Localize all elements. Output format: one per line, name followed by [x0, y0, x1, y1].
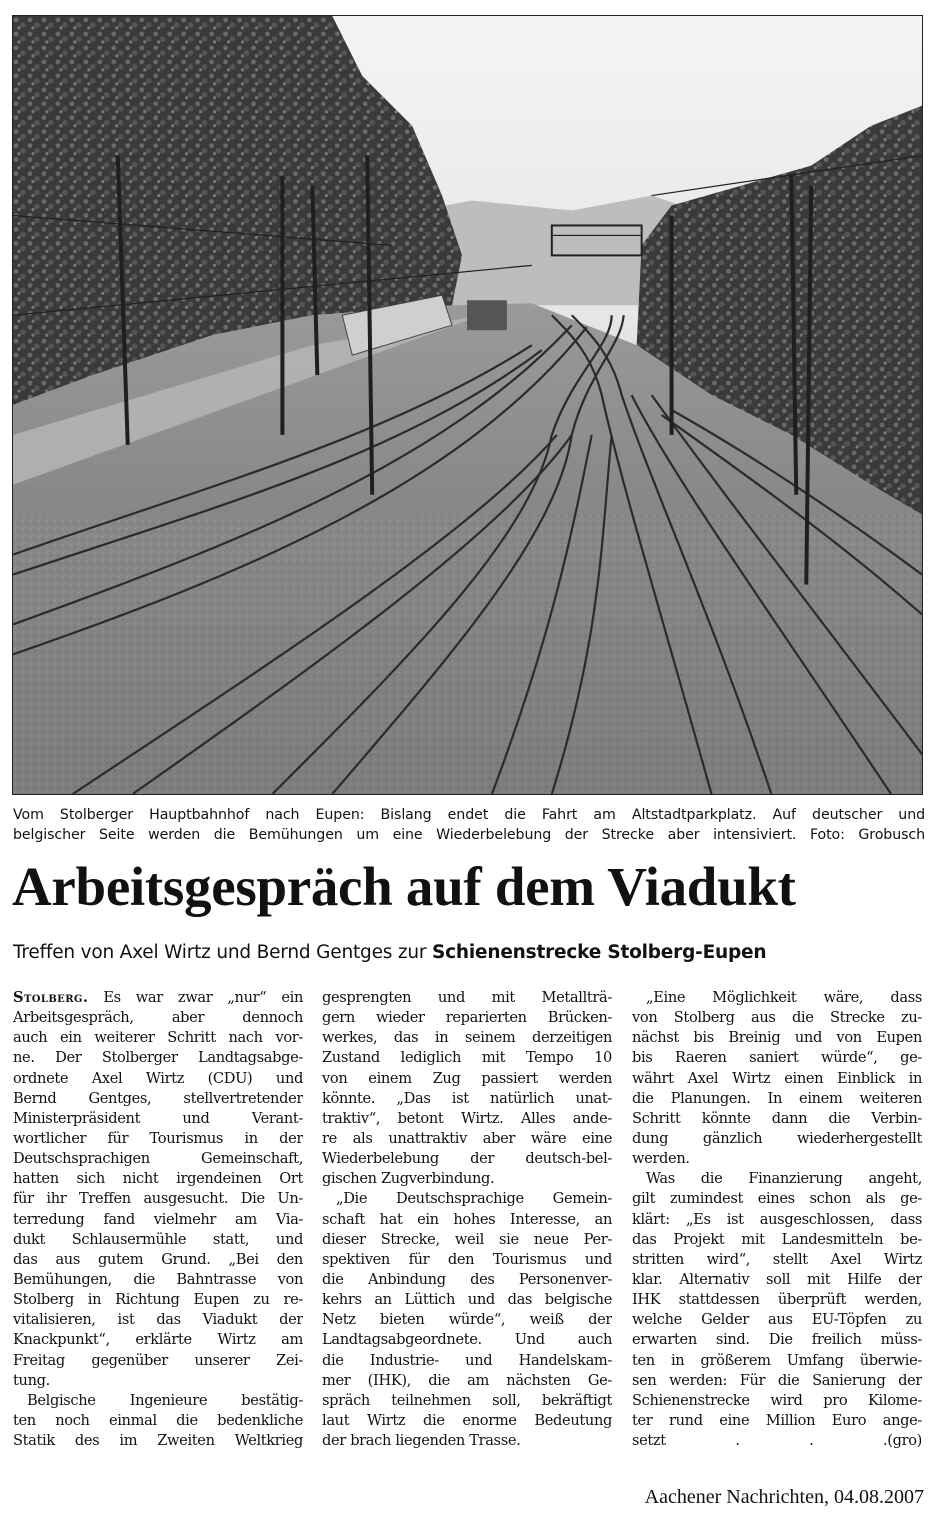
railway-tracks-photo-icon: [13, 16, 922, 794]
article-line: gilt zumindest eines schon als ge-: [632, 1190, 922, 1208]
article-line: Arbeitsgespräch, aber dennoch: [13, 1009, 303, 1027]
article-line: währt Axel Wirtz einen Einblick in: [632, 1069, 922, 1087]
article-line: Knackpunkt“, erklärte Wirtz am: [13, 1331, 303, 1349]
caption-line-1: Vom Stolberger Hauptbahnhof nach Eupen: Bislang endet die Fahrt am Altstadtparkplatz. Auf deutscher und: [13, 807, 925, 823]
article-line: Deutschsprachigen Gemeinschaft,: [13, 1150, 303, 1168]
article-line: Zustand lediglich mit Tempo 10: [322, 1049, 612, 1067]
article-line: die Planungen. In einem weiteren: [632, 1089, 922, 1107]
article-headline: Arbeitsgespräch auf dem Viadukt: [12, 856, 796, 917]
article-line: wortlicher für Tourismus in der: [13, 1129, 303, 1147]
article-line: schaft hat ein hohes Interesse, an: [322, 1210, 612, 1228]
article-line: die Anbindung des Personenver-: [322, 1270, 612, 1288]
article-line: für ihr Treffen ausgesucht. Die Un-: [13, 1190, 303, 1208]
article-line: Schienenstrecke wird pro Kilome-: [632, 1391, 922, 1409]
article-line: traktiv“, betont Wirtz. Alles ande-: [322, 1109, 612, 1127]
article-line: Statik des im Zweiten Weltkrieg: [13, 1432, 303, 1450]
caption-line-2: belgischer Seite werden die Bemühungen um eine Wiederbelebung der Strecke aber intensiviert. Foto: Grobusch: [13, 827, 925, 843]
article-line: von einem Zug passiert werden: [322, 1069, 612, 1087]
article-line: Freitag gegenüber unserer Zei-: [13, 1351, 303, 1369]
article-line: [13, 988, 303, 1008]
article-line: tung.: [13, 1371, 50, 1389]
article-line: hatten sich nicht irgendeinen Ort: [13, 1170, 303, 1188]
article-line: ne. Der Stolberger Landtagsabge-: [13, 1049, 303, 1067]
article-line: der brach liegenden Trasse.: [322, 1432, 521, 1450]
article-line: terredung fand vielmehr am Via-: [13, 1210, 303, 1228]
article-line: gesprengten und mit Metallträ-: [322, 989, 612, 1006]
article-line: auch ein weiterer Schritt nach vor-: [13, 1029, 303, 1047]
article-column-1: [13, 988, 303, 1451]
article-line: Stolberg in Richtung Eupen zu re-: [13, 1291, 303, 1309]
article-line: nächst bis Breinig und von Eupen: [632, 1029, 922, 1047]
article-photo: [12, 15, 923, 795]
article-line: mer (IHK), die am nächsten Ge-: [322, 1371, 612, 1389]
article-column-2: [322, 988, 612, 1451]
article-line: spräch teilnehmen soll, bekräftigt: [322, 1391, 612, 1409]
article-line: dung gänzlich wiederhergestellt: [632, 1129, 922, 1147]
article-subhead: [13, 938, 925, 968]
article-dateline: Stolberg.: [13, 989, 89, 1006]
article-line: die Industrie- und Handelskam-: [322, 1351, 612, 1369]
article-line: stritten wird“, stellt Axel Wirtz: [632, 1250, 922, 1268]
author-signature: (gro): [887, 1432, 922, 1450]
article-line: ter rund eine Million Euro ange-: [632, 1411, 922, 1429]
article-line: bis Raeren saniert würde“, ge-: [632, 1049, 922, 1067]
article-line: klar. Alternativ soll mit Hilfe der: [632, 1270, 922, 1288]
article-line: Wiederbelebung der deutsch-bel-: [322, 1150, 612, 1168]
article-line: sen werden: Für die Sanierung der: [632, 1371, 922, 1389]
article-line: ten in größerem Umfang überwie-: [632, 1351, 922, 1369]
article-line: Bemühungen, die Bahntrasse von: [13, 1270, 303, 1288]
article-line: ten noch einmal die bedenkliche: [13, 1411, 303, 1429]
article-line: das aus gutem Grund. „Bei den: [13, 1250, 303, 1268]
article-line: von Stolberg aus die Strecke zu-: [632, 1009, 922, 1027]
article-line: „Die Deutschsprachige Gemein-: [336, 1190, 612, 1208]
article-line: Ministerpräsident und Verant-: [13, 1109, 303, 1127]
article-line: dukt Schlausermühle statt, und: [13, 1230, 303, 1248]
article-line: das Projekt mit Landesmitteln be-: [632, 1230, 922, 1248]
article-line: setzt . . .: [632, 1432, 888, 1450]
article-line: IHK stattdessen überprüft werden,: [632, 1291, 922, 1309]
article-final-line: [632, 1431, 922, 1451]
article-line: welche Gelder aus EU-Töpfen zu: [632, 1311, 922, 1329]
article-line: werden.: [632, 1150, 690, 1168]
subhead-regular: Treffen von Axel Wirtz und Bernd Gentges zur: [13, 942, 433, 963]
article-line: re als unattraktiv aber wäre eine: [322, 1129, 612, 1147]
article-line: Bernd Gentges, stellvertretender: [13, 1089, 303, 1107]
article-line: kehrs an Lüttich und das belgische: [322, 1291, 612, 1309]
article-line: spektiven für den Tourismus und: [322, 1250, 612, 1268]
article-line: Landtagsabgeordnete. Und auch: [322, 1331, 612, 1349]
article-line: werkes, das in seinem derzeitigen: [322, 1029, 612, 1047]
article-line: gern wieder reparierten Brücken-: [322, 1009, 612, 1027]
article-line: Belgische Ingenieure bestätig-: [27, 1391, 303, 1409]
article-line: dieser Strecke, weil sie neue Per-: [322, 1230, 612, 1248]
article-line: „Eine Möglichkeit wäre, dass: [646, 989, 922, 1006]
photo-caption: [13, 805, 925, 845]
article-line: Was die Finanzierung angeht,: [646, 1170, 922, 1188]
article-line: vitalisieren, ist das Viadukt der: [13, 1311, 303, 1329]
article-line: laut Wirtz die enorme Bedeutung: [322, 1411, 612, 1429]
subhead-bold: Schienenstrecke Stolberg-Eupen: [432, 942, 767, 963]
article-line: gischen Zugverbindung.: [322, 1170, 495, 1188]
article-line: ordnete Axel Wirtz (CDU) und: [13, 1069, 303, 1087]
article-line: Netz bieten würde“, weiß der: [322, 1311, 612, 1329]
article-line-text: Es war zwar „nur“ ein: [88, 989, 303, 1006]
source-line: Aachener Nachrichten, 04.08.2007: [644, 1486, 924, 1508]
article-line: erwarten sind. Die freilich müss-: [632, 1331, 922, 1349]
article-column-3: [632, 988, 922, 1451]
article-line: Schritt könnte dann die Verbin-: [632, 1109, 922, 1127]
article-line: klärt: „Es ist ausgeschlossen, dass: [632, 1210, 922, 1228]
article-line: könnte. „Das ist natürlich unat-: [322, 1089, 612, 1107]
